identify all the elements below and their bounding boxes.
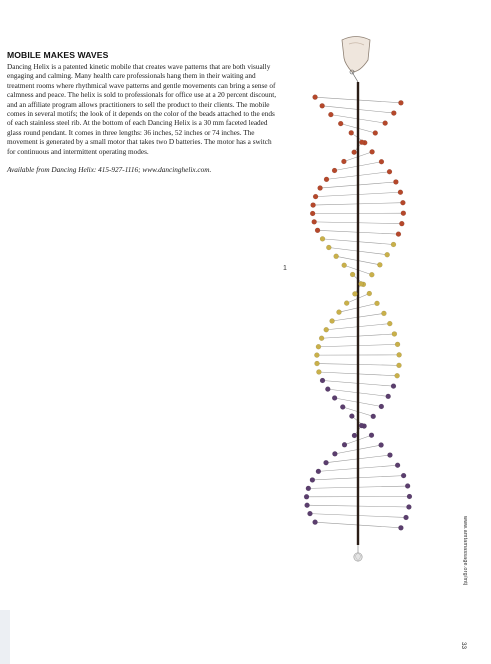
bead — [352, 291, 357, 296]
bead — [397, 352, 402, 357]
bead — [387, 321, 392, 326]
bead — [379, 159, 384, 164]
magazine-url: www.amtamassage.org/mtj — [462, 516, 468, 586]
bead — [332, 168, 337, 173]
bead — [398, 525, 403, 530]
bead — [406, 505, 411, 510]
bead — [319, 336, 324, 341]
bead — [344, 301, 349, 306]
bead — [400, 200, 405, 205]
bead — [306, 486, 311, 491]
bead — [401, 211, 406, 216]
bead — [405, 484, 410, 489]
bead — [359, 281, 364, 286]
bead — [334, 254, 339, 259]
bead — [387, 453, 392, 458]
bead — [377, 262, 382, 267]
bead — [391, 111, 396, 116]
bead — [349, 130, 354, 135]
bead — [385, 252, 390, 257]
credit-url: www.dancinghelix.com. — [142, 166, 212, 175]
bead — [316, 369, 321, 374]
bead — [369, 433, 374, 438]
bead — [320, 103, 325, 108]
bead — [328, 112, 333, 117]
bead — [326, 245, 331, 250]
bead — [387, 169, 392, 174]
bead — [392, 331, 397, 336]
bead — [338, 121, 343, 126]
bead — [311, 203, 316, 208]
bead — [359, 423, 364, 428]
bead — [359, 140, 364, 145]
bead — [304, 494, 309, 499]
bead — [320, 236, 325, 241]
bead — [340, 404, 345, 409]
bead — [310, 477, 315, 482]
page-number: 33 — [460, 642, 467, 650]
bead — [399, 221, 404, 226]
bead — [352, 150, 357, 155]
article-body: Dancing Helix is a patented kinetic mobile that creates wave patterns that are both visually engaging and calming. Many health care professionals hang them in their waiting and treatment rooms where rhythmical wave patterns and gentle movements can bring a sense of calmness and peace. The helix is sold to professionals for office use at a 20 percent discount, and an affiliate program allows practitioners to sell the product to their clients. The mobile comes in several motifs; the look of it depends on the color of the beads attached to the ends of each stainless steel rib. At the bottom of each Dancing Helix is a 30 mm faceted leaded glass round pendant. It comes in three lengths: 36 inches, 52 inches or 74 inches. The movement is generated by a small motor that takes two D batteries. The motor has a switch for continuous and intermittent operating modes. — [7, 63, 277, 156]
bead — [395, 373, 400, 378]
bead — [381, 311, 386, 316]
bead — [342, 442, 347, 447]
bead — [375, 301, 380, 306]
bead — [391, 242, 396, 247]
bead — [341, 159, 346, 164]
bead — [332, 395, 337, 400]
bead — [398, 100, 403, 105]
bead — [369, 272, 374, 277]
bead — [386, 394, 391, 399]
bead — [379, 443, 384, 448]
bead — [325, 387, 330, 392]
bead — [336, 310, 341, 315]
bead — [395, 342, 400, 347]
bead — [316, 469, 321, 474]
credit-text: Available from Dancing Helix: 415-927-1116; — [7, 166, 143, 175]
bead — [395, 463, 400, 468]
bead — [401, 473, 406, 478]
bead — [316, 344, 321, 349]
bead — [310, 211, 315, 216]
stray-mark: 1 — [283, 265, 287, 272]
bead — [313, 194, 318, 199]
bead — [383, 121, 388, 126]
bead — [324, 327, 329, 332]
bead — [407, 494, 412, 499]
bead — [314, 353, 319, 358]
bead — [314, 361, 319, 366]
bead — [404, 515, 409, 520]
bead — [332, 451, 337, 456]
article-headline: MOBILE MAKES WAVES — [7, 50, 109, 60]
hanging-wire — [352, 72, 358, 82]
crystal-pendant-icon — [354, 545, 362, 561]
bead — [379, 404, 384, 409]
bead — [305, 503, 310, 508]
bead — [371, 414, 376, 419]
bead — [315, 228, 320, 233]
bead — [312, 219, 317, 224]
bead — [330, 319, 335, 324]
bead — [391, 384, 396, 389]
bead — [370, 149, 375, 154]
bead — [313, 520, 318, 525]
motor-housing-icon — [342, 37, 370, 75]
bead — [396, 232, 401, 237]
bead — [342, 263, 347, 268]
bead — [373, 131, 378, 136]
bead — [352, 433, 357, 438]
bead — [367, 291, 372, 296]
bead — [324, 460, 329, 465]
bead — [397, 363, 402, 368]
bead — [398, 190, 403, 195]
bead — [318, 186, 323, 191]
bead — [307, 511, 312, 516]
bead — [324, 177, 329, 182]
bead — [350, 272, 355, 277]
bead — [320, 378, 325, 383]
bead — [393, 179, 398, 184]
bead — [313, 95, 318, 100]
bead — [349, 414, 354, 419]
